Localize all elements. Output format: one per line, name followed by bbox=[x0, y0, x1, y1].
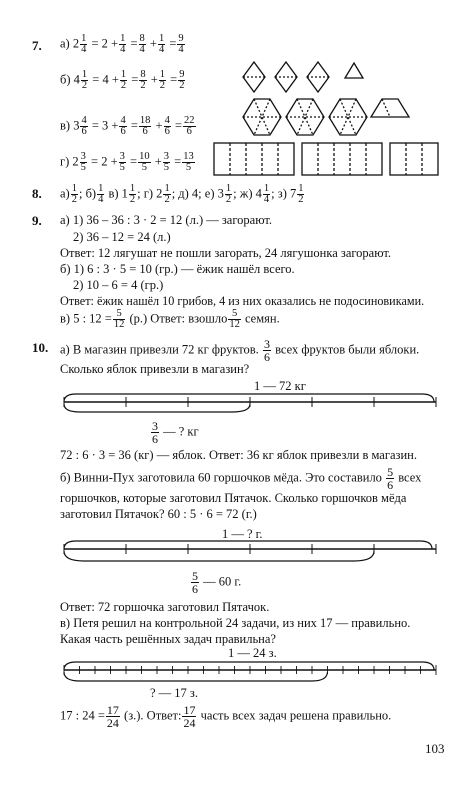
diagram-c-bottom-label: ? — 17 з. bbox=[150, 686, 198, 700]
diagram-a-bottom-label: $\frac{3}{6}$ — ? кг bbox=[152, 419, 199, 446]
task-10-number: 10. bbox=[32, 340, 49, 355]
diagram-c-top-label: 1 — 24 з. bbox=[228, 646, 277, 660]
task-9-line-7: в) 5 : 12 = $\frac{5}{12}$ (р.) Ответ: взошло $\frac{5}{12}$ семян. bbox=[60, 308, 280, 330]
task-9-line-2: 2) 36 – 12 = 24 (л.) bbox=[73, 230, 171, 244]
task-7a-line: а) 2 $\frac{1}{4}$ = 2 + $\frac{1}{4}$ = $\frac{8}{4}$ + $\frac{1}{4}$ = $\frac{9}{4}$ bbox=[60, 33, 184, 55]
task-10b-line-1: б) Винни-Пух заготовила 60 горшочков мёда. Это составило $\frac{5}{6}$ всех bbox=[60, 465, 422, 492]
segment-diagram-c bbox=[64, 662, 436, 681]
diagram-b-bottom-label: $\frac{5}{6}$ — 60 г. bbox=[192, 569, 242, 596]
task-10a-line-1: а) В магазин привезли 72 кг фруктов. $\frac{3}{6}$ всех фруктов были яблоки. bbox=[60, 337, 420, 364]
segment-diagram-b bbox=[64, 541, 436, 561]
task-7b-line: б) 4 $\frac{1}{2}$ = 4 + $\frac{1}{2}$ = $\frac{8}{2}$ + $\frac{1}{2}$ = $\frac{9}{2}$ bbox=[60, 69, 185, 91]
task-9-line-4: б) 1) 6 : 3 · 5 = 10 (гр.) — ёжик нашёл всего. bbox=[60, 262, 295, 276]
task-9-line-6: Ответ: ёжик нашёл 10 грибов, 4 из них оказались не подосиновиками. bbox=[60, 294, 425, 308]
diagram-a-top-label: 1 — 72 кг bbox=[254, 379, 306, 393]
task-9-line-1: а) 1) 36 – 36 : 3 · 2 = 12 (л.) — загорают. bbox=[60, 213, 273, 227]
task-10b-line-2: горшочков, которые заготовил Пятачок. Сколько горшочков мёда bbox=[60, 491, 407, 505]
task-9-line-3: Ответ: 12 лягушат не пошли загорать, 24 лягушонка загорают. bbox=[60, 246, 392, 260]
task-8-line: а) $\frac{1}{2}$ ; б) $\frac{1}{4}$ в) 1 $\frac{1}{2}$ ; г) 2 $\frac{1}{2}$ ; д) 4; е) 3 $\frac{1}{2}$ ; ж) 4 $\frac{1}{4}$ ; з) 7 $\frac{1}{2}$ bbox=[60, 183, 304, 205]
page-number: 103 bbox=[425, 741, 445, 756]
task-9-number: 9. bbox=[32, 213, 42, 228]
task-9-line-5: 2) 10 – 6 = 4 (гр.) bbox=[73, 278, 164, 292]
task-7-number: 7. bbox=[32, 38, 42, 53]
diagram-b-top-label: 1 — ? г. bbox=[222, 527, 263, 541]
task-7v-line: в) 3 $\frac{4}{6}$ = 3 + $\frac{4}{6}$ = $\frac{18}{6}$ + $\frac{4}{6}$ = $\frac{22}{6}$ bbox=[60, 115, 195, 137]
task-10c-line-1: в) Петя решил на контрольной 24 задачи, из них 17 — правильно. bbox=[60, 616, 411, 630]
task-10a-answer: 72 : 6 · 3 = 36 (кг) — яблок. Ответ: 36 кг яблок привезли в магазин. bbox=[60, 448, 417, 462]
task-10a-line-2: Сколько яблок привезли в магазин? bbox=[60, 362, 250, 376]
task-8-number: 8. bbox=[32, 186, 42, 201]
task-10b-answer: Ответ: 72 горшочка заготовил Пятачок. bbox=[60, 600, 270, 614]
task-7g-line: г) 2 $\frac{3}{5}$ = 2 + $\frac{3}{5}$ = $\frac{10}{5}$ + $\frac{3}{5}$ = $\frac{13}{5}$ bbox=[60, 151, 194, 173]
task-10b-line-3: заготовил Пятачок? 60 : 5 · 6 = 72 (г.) bbox=[60, 507, 257, 521]
task-10c-answer: 17 : 24 = $\frac{17}{24}$ (з.). Ответ: $\frac{17}{24}$ часть всех задач решена правильно. bbox=[60, 703, 392, 730]
segment-diagram-a bbox=[64, 394, 436, 412]
task-10c-line-2: Какая часть решённых задач правильна? bbox=[60, 632, 276, 646]
